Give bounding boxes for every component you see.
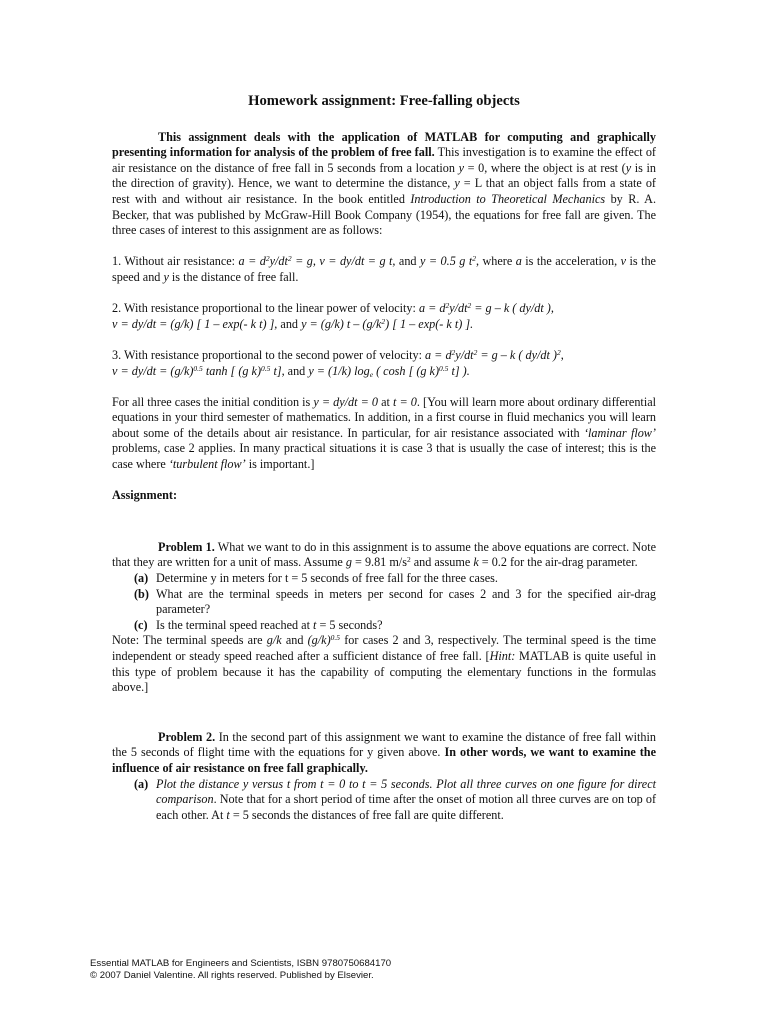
intro-text: is in the direction of gravity). Hence, we want to determine the distance, bbox=[112, 160, 656, 191]
case-1 bbox=[112, 254, 656, 285]
text: . [You will learn more about ordinary differential equations in your third semester of mathematics. In addition, in a first course in fluid mechanics you will learn about some of the details about air resistance. In particular, for air resistance associated with bbox=[112, 394, 657, 440]
text: problems, case 2 applies. In many practical situations it is case 3 that is usually the case of interest; this is the case where bbox=[112, 441, 656, 472]
problem-1-note: Note: The terminal speeds are g/k and $(g/k)^{0.5}$ for cases 2 and 3, respectively. The terminal speed is the time independent or steady speed reached after a sufficient distance of free fall. [Hint: MATLAB is quite useful in this type of problem because it has the capability of computing the elementary functions in the formulas above.] bbox=[112, 633, 656, 695]
case-2 bbox=[112, 301, 656, 332]
list-item: (b) What are the terminal speeds in meters per second for cases 2 and 3 for the specified air-drag parameter? bbox=[134, 586, 656, 617]
intro-text: by R. A. Becker, that was published by McGraw-Hill Book Company (1954), the equations for free fall are given. The three cases of interest to this assignment are as follows: bbox=[112, 191, 656, 238]
var-y: y bbox=[454, 176, 460, 191]
case-3 bbox=[112, 348, 656, 379]
equation: $v = dy/dt = (g/k)^{0.5}$ tanh [ (g k)$^{0.5}$ t], bbox=[112, 363, 285, 378]
text: , bbox=[560, 347, 564, 362]
equation: y = dy/dt = 0 bbox=[313, 394, 379, 409]
equation: $a = d^2y/dt^2 = g - k$ ( dy/dt )$^2$ bbox=[425, 347, 561, 362]
text: is the acceleration, bbox=[521, 254, 621, 269]
equation: y = 0.5 g $t^2$ bbox=[420, 254, 476, 269]
problem-2-items bbox=[112, 777, 656, 824]
intro-text: = 0, where the object is at rest ( bbox=[464, 160, 626, 175]
intro-text: = L that an object falls from a state of rest with and without air resistance. In the book entitled bbox=[112, 176, 656, 206]
equation: t = 0 bbox=[393, 394, 417, 409]
var-v: v bbox=[620, 254, 626, 269]
term-turbulent: ‘turbulent flow’ bbox=[168, 457, 246, 472]
case-lead: 2. With resistance proportional to the linear power of velocity: bbox=[112, 301, 419, 316]
conditions-paragraph bbox=[112, 395, 656, 473]
intro-bold-lead: This assignment deals with the application of MATLAB for computing and graphically presenting information for analysis of the problem of free fall. bbox=[112, 129, 656, 160]
var-y: y bbox=[458, 160, 464, 175]
list-item: (c) Is the terminal speed reached at t = 5 seconds? bbox=[134, 617, 383, 632]
problem-label: Problem 1. bbox=[158, 539, 215, 554]
problem-2-text: Problem 2. In the second part of this assignment we want to examine the distance of free fall within the 5 seconds of flight time with the equations for y given above. In other words, we want to examine the influence of air resistance on free fall graphically. bbox=[112, 729, 656, 775]
case-lead: 1. Without air resistance: bbox=[112, 254, 239, 269]
equation: $a = d^2y/dt^2 = g - k$ ( dy/dt ), bbox=[418, 301, 554, 316]
equation: v = dy/dt = (g/k) [ 1 – exp(- k t) ], bbox=[112, 316, 278, 331]
var-y: y bbox=[625, 160, 632, 175]
problem-2 bbox=[112, 730, 656, 824]
var-a: a bbox=[515, 254, 522, 269]
intro-paragraph bbox=[112, 130, 656, 239]
text: , where bbox=[475, 254, 516, 269]
equation: y = (1/k) $\log_e$ ( cosh [ (g k)$^{0.5}$ t] ). bbox=[308, 363, 470, 379]
text: For all three cases the initial condition is bbox=[112, 394, 314, 409]
text: and bbox=[277, 316, 302, 331]
problem-1 bbox=[112, 540, 656, 696]
text: is the distance of free fall. bbox=[168, 269, 299, 284]
equation: y = (g/k) t – $(g/k^2)$ [ 1 – exp(- k t) ]. bbox=[301, 316, 474, 331]
problem-1-text: Problem 1. What we want to do in this assignment is to assume the above equations are correct. Note that they are written for a unit of mass. Assume g = 9.81 $m/s^2$ and assume k = 0.2 for the air-drag parameter. bbox=[112, 539, 656, 570]
page-footer bbox=[90, 958, 391, 982]
problem-1-items bbox=[112, 571, 656, 633]
list-item: (a) Plot the distance y versus t from t = 0 to t = 5 seconds. Plot all three curves on one figure for direct comparison. Note that for a short period of time after the onset of motion all three curves are on top of each other. At t = 5 seconds the distances of free fall are quite different. bbox=[134, 776, 656, 822]
book-title: Introduction to Theoretical Mechanics bbox=[410, 191, 606, 206]
term-laminar: ‘laminar flow’ bbox=[583, 425, 656, 440]
equation: $a = d^2y/dt^2 = g$, v = dy/dt = g t, bbox=[238, 254, 396, 269]
footer-line: Essential MATLAB for Engineers and Scientists, ISBN 9780750684170 bbox=[90, 958, 392, 969]
text: at bbox=[378, 394, 393, 409]
footer-line: © 2007 Daniel Valentine. All rights reserved. Published by Elsevier. bbox=[90, 970, 374, 981]
document-page bbox=[112, 94, 656, 823]
text: and bbox=[395, 254, 420, 269]
document-title: Homework assignment: Free-falling objects bbox=[248, 93, 520, 109]
intro-text: This investigation is to examine the effect of air resistance on the distance of free fall in 5 seconds from a location bbox=[112, 145, 656, 175]
text: is the speed and bbox=[112, 254, 656, 284]
text: is important.] bbox=[245, 457, 315, 472]
case-lead: 3. With resistance proportional to the second power of velocity: bbox=[112, 347, 426, 362]
list-item: (a) Determine y in meters for t = 5 seconds of free fall for the three cases. bbox=[134, 571, 498, 586]
problem-label: Problem 2. bbox=[158, 729, 216, 744]
var-y: y bbox=[163, 269, 169, 284]
assignment-heading: Assignment: bbox=[112, 488, 178, 503]
text: and bbox=[284, 363, 309, 378]
